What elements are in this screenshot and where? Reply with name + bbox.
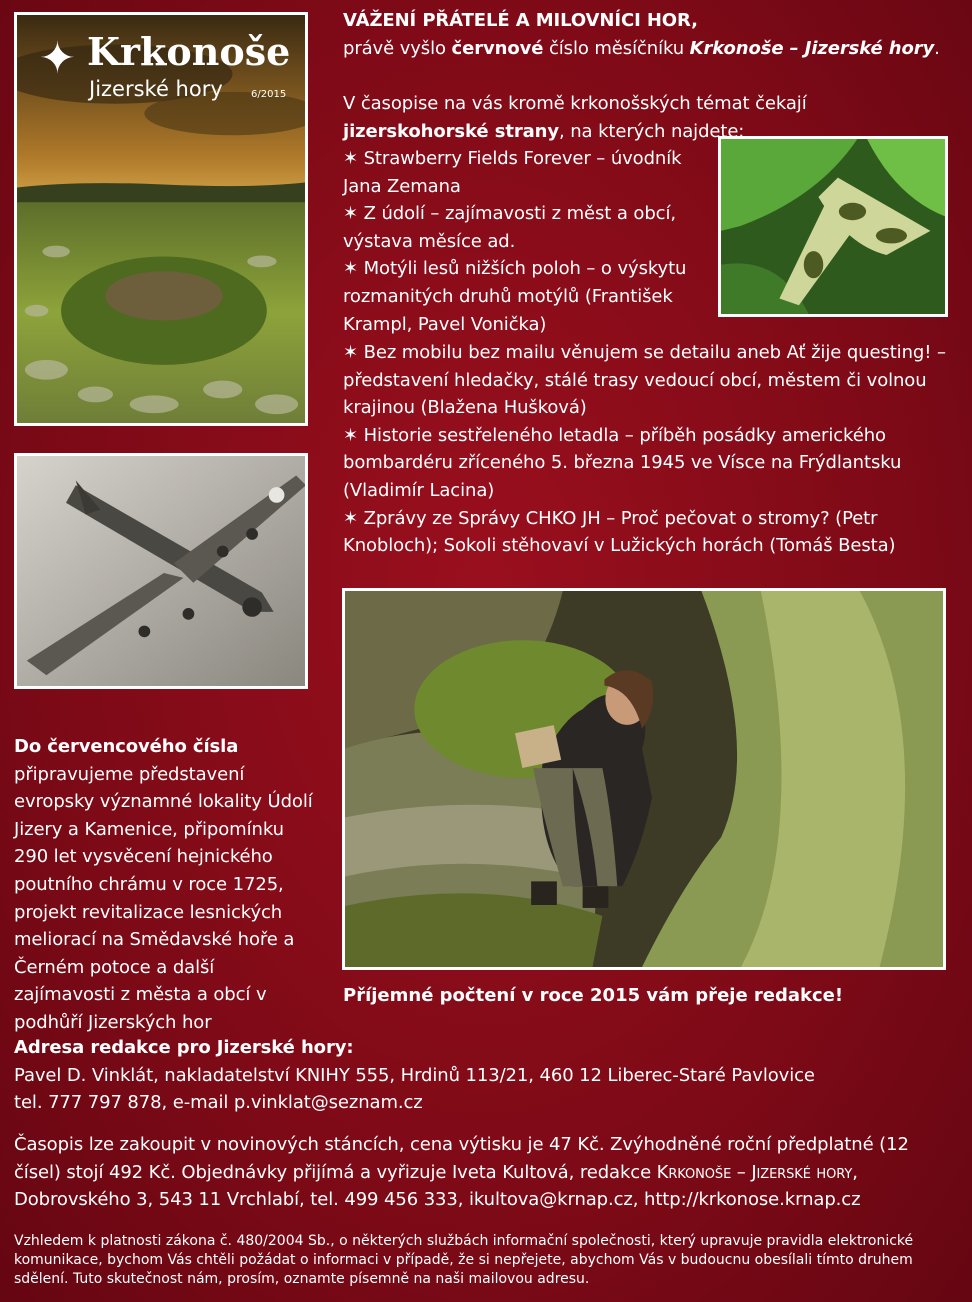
intro-line-mid: číslo měsíčníku (543, 37, 690, 59)
topic-item: ✶ Strawberry Fields Forever – úvodník Jana Zemana (343, 148, 682, 197)
star-bullet-icon: ✶ (343, 258, 358, 280)
topics-lead-pre: V časopise na vás kromě krkonošských témat čekají (343, 93, 807, 114)
star-bullet-icon: ✶ (343, 203, 358, 225)
intro-issue-name: červnové (451, 37, 544, 59)
moth-image (718, 136, 948, 317)
intro-magazine-name: Krkonoše – Jizerské hory (689, 37, 935, 59)
topics-lead (343, 90, 955, 145)
forest-writer-image (342, 588, 946, 970)
topic-item: ✶ Bez mobilu bez mailu věnujem se detailu aneb Ať žije questing! – představení hledačky, stálé trasy vedoucí obcí, městem či volnou krajinou (Blažena Hušková) (343, 342, 946, 419)
cover-title: Krkonoše (87, 29, 291, 74)
topic-item: ✶ Motýli lesů nižších poloh – o výskytu rozmanitých druhů motýlů (František Krampl, Pavel Vonička) (343, 258, 687, 335)
topic-item: ✶ Historie sestřeleného letadla – příběh posádky amerického bombardéru zříceného 5. března 1945 ve Vísce na Frýdlantsku (Vladimír Lacina) (343, 424, 902, 501)
address-line: Pavel D. Vinklát, nakladatelství KNIHY 555, Hrdinů 113/21, 460 12 Liberec-Staré Pavlovice (14, 1064, 815, 1086)
purchase-text: Časopis lze zakoupit v novinových stáncích, cena výtisku je 47 Kč. Zvýhodněné roční předplatné (12 čísel) stojí 492 Kč. Objednávky přijímá a vyřizuje Iveta Kultová, redakce (14, 1134, 909, 1183)
topic-item: ✶ Z údolí – zajímavosti z měst a obcí, výstava měsíce ad. (343, 203, 676, 252)
intro-line-pre: právě vyšlo (343, 37, 452, 59)
greeting-text: Příjemné počtení v roce 2015 vám přeje redakce! (343, 985, 844, 1006)
star-bullet-icon: ✶ (343, 507, 358, 529)
bomber-airplane-image (14, 453, 308, 689)
star-bullet-icon: ✶ (343, 342, 358, 363)
intro-heading: VÁŽENÍ PŘÁTELÉ A MILOVNÍCI HOR, (343, 10, 698, 31)
purchase-info (14, 1131, 959, 1214)
july-issue-text (14, 733, 314, 1037)
july-issue-bold: Do červencového čísla (14, 736, 239, 757)
legal-notice: Vzhledem k platnosti zákona č. 480/2004 Sb., o některých službách informační společnosti, který upravuje pravidla elektronické komunikace, bychom Vás chtěli požádat o informaci v případě, že si nepřejete, abychom Vás v budoucnu obesílali tímto druhem sdělení. Tuto skutečnost nám, prosím, oznamte písemně na naši mailovou adresu. (14, 1233, 914, 1287)
intro-line-end: . (934, 37, 940, 59)
intro-line (343, 35, 955, 63)
star-bullet-icon: ✶ (343, 148, 358, 169)
cover-logo-icon: ✦ (39, 33, 76, 84)
magazine-cover-image (14, 12, 308, 426)
cover-issue: 6/2015 (251, 89, 287, 100)
star-bullet-icon: ✶ (343, 424, 358, 446)
topics-lead-end: , na kterých najdete: (559, 120, 745, 142)
purchase-text-end: , Dobrovského 3, 543 11 Vrchlabí, tel. 499 456 333, ikultova@krnap.cz, http://krkonose.krnap.cz (14, 1161, 861, 1211)
topics-list-wide (343, 339, 955, 560)
topics-list-narrow (343, 145, 705, 338)
intro-block (343, 7, 955, 62)
topic-item: ✶ Zprávy ze Správy CHKO JH – Proč pečovat o stromy? (Petr Knobloch); Sokoli stěhovaví v Lužických horách (Tomáš Besta) (343, 507, 896, 557)
cover-subtitle: Jizerské hory (89, 77, 223, 101)
july-issue-body: připravujeme představení evropsky významné lokality Údolí Jizery a Kamenice, připomínku 290 let vysvěcení hejnického poutního chrámu v roce 1725, projekt revitalizace lesnických meliorací na Smědavské hoře a Černém potoce a další zajímavosti z města a obcí v podhůří Jizerských hor (14, 763, 313, 1033)
address-heading: Adresa redakce pro Jizerské hory: (14, 1037, 354, 1058)
topics-lead-bold: jizerskohorské strany (343, 120, 559, 142)
purchase-magazine-name: Krkonoše – Jizerské hory (656, 1161, 853, 1183)
address-contact: tel. 777 797 878, e-mail p.vinklat@seznam.cz (14, 1092, 423, 1114)
editorial-address (14, 1034, 959, 1117)
